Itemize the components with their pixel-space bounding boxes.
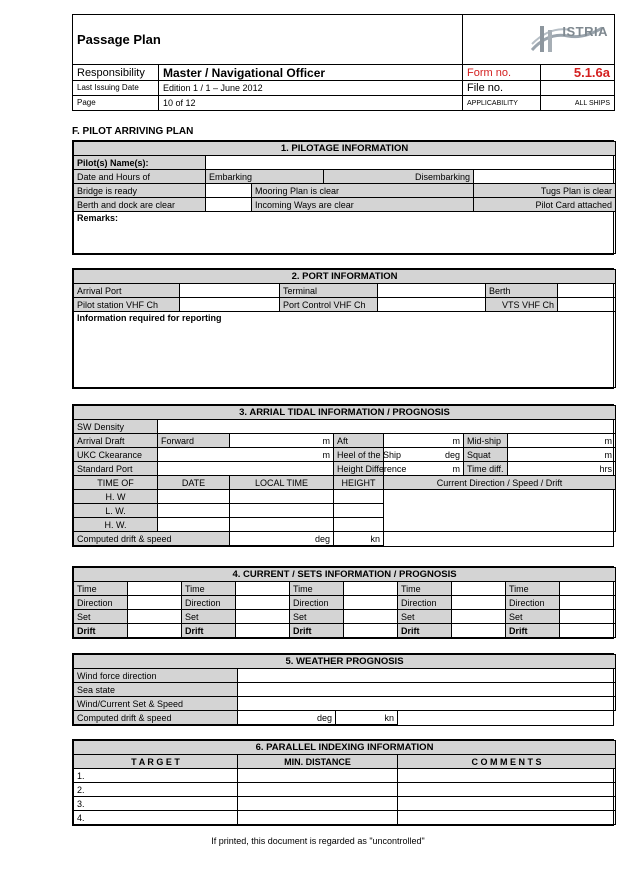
direction-label-3: Direction bbox=[290, 596, 344, 610]
pilot-card-label: Pilot Card attached bbox=[474, 198, 616, 212]
time-label-3: Time bbox=[290, 582, 344, 596]
hw2-row-label: H. W. bbox=[74, 518, 158, 532]
index-comment-3[interactable] bbox=[398, 797, 616, 811]
lw-row-label: L. W. bbox=[74, 504, 158, 518]
responsibility-label: Responsibility bbox=[73, 65, 159, 81]
set-field-3[interactable] bbox=[344, 610, 398, 624]
section-title: F. PILOT ARRIVING PLAN bbox=[72, 126, 194, 137]
form-no-label: Form no. bbox=[463, 65, 541, 81]
tugs-plan-label: Tugs Plan is clear bbox=[474, 184, 616, 198]
file-no-value bbox=[541, 81, 615, 96]
wind-force-field[interactable] bbox=[238, 669, 616, 683]
min-distance-column: MIN. DISTANCE bbox=[238, 755, 398, 769]
hw-row-label: H. W bbox=[74, 490, 158, 504]
col-time-of: TIME OF bbox=[74, 476, 158, 490]
sea-state-label: Sea state bbox=[74, 683, 238, 697]
date-hours-label: Date and Hours of bbox=[74, 170, 206, 184]
computed-drift-label: Computed drift & speed bbox=[74, 532, 230, 546]
set-field-5[interactable] bbox=[560, 610, 616, 624]
ukc-unit[interactable]: m bbox=[158, 448, 334, 462]
col-date: DATE bbox=[158, 476, 230, 490]
computed-deg-unit[interactable]: deg bbox=[230, 532, 334, 546]
disembarking-label: Disembarking bbox=[324, 170, 474, 184]
direction-label-2: Direction bbox=[182, 596, 236, 610]
direction-field-3[interactable] bbox=[344, 596, 398, 610]
remarks-field[interactable]: Remarks: bbox=[74, 212, 616, 254]
computed-kn-unit[interactable]: kn bbox=[334, 532, 384, 546]
sw-density-field[interactable] bbox=[158, 420, 616, 434]
set-label-1: Set bbox=[74, 610, 128, 624]
pilotage-section bbox=[72, 140, 614, 255]
page-value: 10 of 12 bbox=[159, 96, 463, 111]
port-heading: 2. PORT INFORMATION bbox=[74, 270, 616, 284]
aft-label: Aft bbox=[334, 434, 384, 448]
set-label-5: Set bbox=[506, 610, 560, 624]
index-dist-4[interactable] bbox=[238, 811, 398, 825]
current-heading: 4. CURRENT / SETS INFORMATION / PROGNOSIS bbox=[74, 568, 616, 582]
direction-field-5[interactable] bbox=[560, 596, 616, 610]
time-field-1[interactable] bbox=[128, 582, 182, 596]
page-label: Page bbox=[73, 96, 159, 111]
set-field-2[interactable] bbox=[236, 610, 290, 624]
time-label-1: Time bbox=[74, 582, 128, 596]
standard-port-field[interactable] bbox=[158, 462, 334, 476]
arrival-draft-label: Arrival Draft bbox=[74, 434, 158, 448]
time-field-5[interactable] bbox=[560, 582, 616, 596]
sw-density-label: SW Density bbox=[74, 420, 158, 434]
hw-time-field[interactable] bbox=[230, 490, 334, 504]
terminal-field[interactable] bbox=[378, 284, 486, 298]
pilot-names-field[interactable] bbox=[206, 156, 616, 170]
weather-section bbox=[72, 653, 614, 726]
drift-label-2: Drift bbox=[182, 624, 236, 638]
set-label-3: Set bbox=[290, 610, 344, 624]
index-row-1[interactable]: 1. bbox=[74, 769, 238, 783]
hw-date-field[interactable] bbox=[158, 490, 230, 504]
midship-unit[interactable]: m bbox=[508, 434, 616, 448]
aft-unit[interactable]: m bbox=[384, 434, 464, 448]
issuing-date-label: Last Issuing Date bbox=[73, 81, 159, 96]
lw-date-field[interactable] bbox=[158, 504, 230, 518]
standard-port-label: Standard Port bbox=[74, 462, 158, 476]
terminal-label: Terminal bbox=[280, 284, 378, 298]
arrival-port-field[interactable] bbox=[180, 284, 280, 298]
col-local-time: LOCAL TIME bbox=[230, 476, 334, 490]
hw2-height-field[interactable] bbox=[334, 518, 384, 532]
bridge-ready-field[interactable] bbox=[206, 184, 252, 198]
squat-unit[interactable]: m bbox=[508, 448, 616, 462]
weather-deg-unit[interactable]: deg bbox=[238, 711, 336, 725]
issuing-date-value: Edition 1 / 1 – June 2012 bbox=[159, 81, 463, 96]
bridge-ready-label: Bridge is ready bbox=[74, 184, 206, 198]
direction-field-2[interactable] bbox=[236, 596, 290, 610]
document-header bbox=[72, 14, 615, 111]
istria-logo-icon bbox=[528, 20, 608, 54]
time-label-2: Time bbox=[182, 582, 236, 596]
forward-label: Forward bbox=[158, 434, 230, 448]
height-diff-unit[interactable]: m bbox=[384, 462, 464, 476]
set-field-1[interactable] bbox=[128, 610, 182, 624]
applicability-label: APPLICABILITY bbox=[463, 96, 541, 111]
index-comment-1[interactable] bbox=[398, 769, 616, 783]
comments-column: C O M M E N T S bbox=[398, 755, 616, 769]
wind-current-field[interactable] bbox=[238, 697, 616, 711]
berth-field[interactable] bbox=[558, 284, 616, 298]
wind-force-label: Wind force direction bbox=[74, 669, 238, 683]
vts-field[interactable] bbox=[558, 298, 616, 312]
drift-field-3[interactable] bbox=[344, 624, 398, 638]
pilot-station-field[interactable] bbox=[180, 298, 280, 312]
drift-field-5[interactable] bbox=[560, 624, 616, 638]
index-comment-2[interactable] bbox=[398, 783, 616, 797]
incoming-ways-label: Incoming Ways are clear bbox=[252, 198, 474, 212]
time-field-4[interactable] bbox=[452, 582, 506, 596]
port-control-field[interactable] bbox=[378, 298, 486, 312]
direction-field-1[interactable] bbox=[128, 596, 182, 610]
footer-note: If printed, this document is regarded as "uncontrolled" bbox=[211, 836, 425, 846]
col-current: Current Direction / Speed / Drift bbox=[384, 476, 616, 490]
set-field-4[interactable] bbox=[452, 610, 506, 624]
indexing-heading: 6. PARALLEL INDEXING INFORMATION bbox=[74, 741, 616, 755]
company-logo bbox=[463, 15, 615, 65]
applicability-value: ALL SHIPS bbox=[541, 96, 615, 111]
set-label-2: Set bbox=[182, 610, 236, 624]
time-diff-label: Time diff. bbox=[464, 462, 508, 476]
midship-label: Mid-ship bbox=[464, 434, 508, 448]
sea-state-field[interactable] bbox=[238, 683, 616, 697]
time-field-3[interactable] bbox=[344, 582, 398, 596]
col-height: HEIGHT bbox=[334, 476, 384, 490]
drift-field-4[interactable] bbox=[452, 624, 506, 638]
forward-unit[interactable]: m bbox=[230, 434, 334, 448]
drift-label-5: Drift bbox=[506, 624, 560, 638]
drift-label-3: Drift bbox=[290, 624, 344, 638]
vts-label: VTS VHF Ch bbox=[486, 298, 558, 312]
responsibility-value: Master / Navigational Officer bbox=[159, 65, 463, 81]
indexing-section bbox=[72, 739, 614, 826]
index-dist-3[interactable] bbox=[238, 797, 398, 811]
direction-label-4: Direction bbox=[398, 596, 452, 610]
time-label-4: Time bbox=[398, 582, 452, 596]
time-label-5: Time bbox=[506, 582, 560, 596]
file-no-label: File no. bbox=[463, 81, 541, 96]
heel-unit[interactable]: deg bbox=[384, 448, 464, 462]
arrival-port-label: Arrival Port bbox=[74, 284, 180, 298]
index-comment-4[interactable] bbox=[398, 811, 616, 825]
lw-height-field[interactable] bbox=[334, 504, 384, 518]
form-no-value: 5.1.6a bbox=[541, 65, 615, 81]
mooring-plan-label: Mooring Plan is clear bbox=[252, 184, 474, 198]
info-reporting-field[interactable]: Information required for reporting bbox=[74, 312, 616, 388]
drift-field-1[interactable] bbox=[128, 624, 182, 638]
index-row-4[interactable]: 4. bbox=[74, 811, 238, 825]
drift-label-4: Drift bbox=[398, 624, 452, 638]
lw-time-field[interactable] bbox=[230, 504, 334, 518]
port-section bbox=[72, 268, 614, 389]
set-label-4: Set bbox=[398, 610, 452, 624]
port-control-label: Port Control VHF Ch bbox=[280, 298, 378, 312]
index-dist-2[interactable] bbox=[238, 783, 398, 797]
disembarking-field[interactable] bbox=[474, 170, 616, 184]
direction-label-5: Direction bbox=[506, 596, 560, 610]
pilot-station-label: Pilot station VHF Ch bbox=[74, 298, 180, 312]
pilotage-heading: 1. PILOTAGE INFORMATION bbox=[74, 142, 616, 156]
berth-label: Berth bbox=[486, 284, 558, 298]
weather-computed-label: Computed drift & speed bbox=[74, 711, 238, 725]
height-diff-label: Height Difference bbox=[334, 462, 384, 476]
tidal-heading: 3. ARRIAL TIDAL INFORMATION / PROGNOSIS bbox=[74, 406, 616, 420]
squat-label: Squat bbox=[464, 448, 508, 462]
weather-heading: 5. WEATHER PROGNOSIS bbox=[74, 655, 616, 669]
index-row-3[interactable]: 3. bbox=[74, 797, 238, 811]
time-field-2[interactable] bbox=[236, 582, 290, 596]
drift-label-1: Drift bbox=[74, 624, 128, 638]
hw2-time-field[interactable] bbox=[230, 518, 334, 532]
time-diff-unit[interactable]: hrs bbox=[508, 462, 616, 476]
wind-current-label: Wind/Current Set & Speed bbox=[74, 697, 238, 711]
berth-dock-label: Berth and dock are clear bbox=[74, 198, 206, 212]
document-title: Passage Plan bbox=[73, 15, 463, 65]
direction-label-1: Direction bbox=[74, 596, 128, 610]
tidal-section bbox=[72, 404, 614, 547]
heel-label: Heel of the Ship bbox=[334, 448, 384, 462]
berth-dock-field[interactable] bbox=[206, 198, 252, 212]
target-column: T A R G E T bbox=[74, 755, 238, 769]
hw-height-field[interactable] bbox=[334, 490, 384, 504]
drift-field-2[interactable] bbox=[236, 624, 290, 638]
current-section bbox=[72, 566, 614, 639]
current-direction-field[interactable] bbox=[384, 490, 616, 532]
weather-kn-unit[interactable]: kn bbox=[336, 711, 398, 725]
hw2-date-field[interactable] bbox=[158, 518, 230, 532]
embarking-label: Embarking bbox=[206, 170, 324, 184]
logo-text: ISTRIA bbox=[562, 24, 609, 39]
ukc-label: UKC Ckearance bbox=[74, 448, 158, 462]
index-dist-1[interactable] bbox=[238, 769, 398, 783]
index-row-2[interactable]: 2. bbox=[74, 783, 238, 797]
direction-field-4[interactable] bbox=[452, 596, 506, 610]
pilot-names-label: Pilot(s) Name(s): bbox=[74, 156, 206, 170]
